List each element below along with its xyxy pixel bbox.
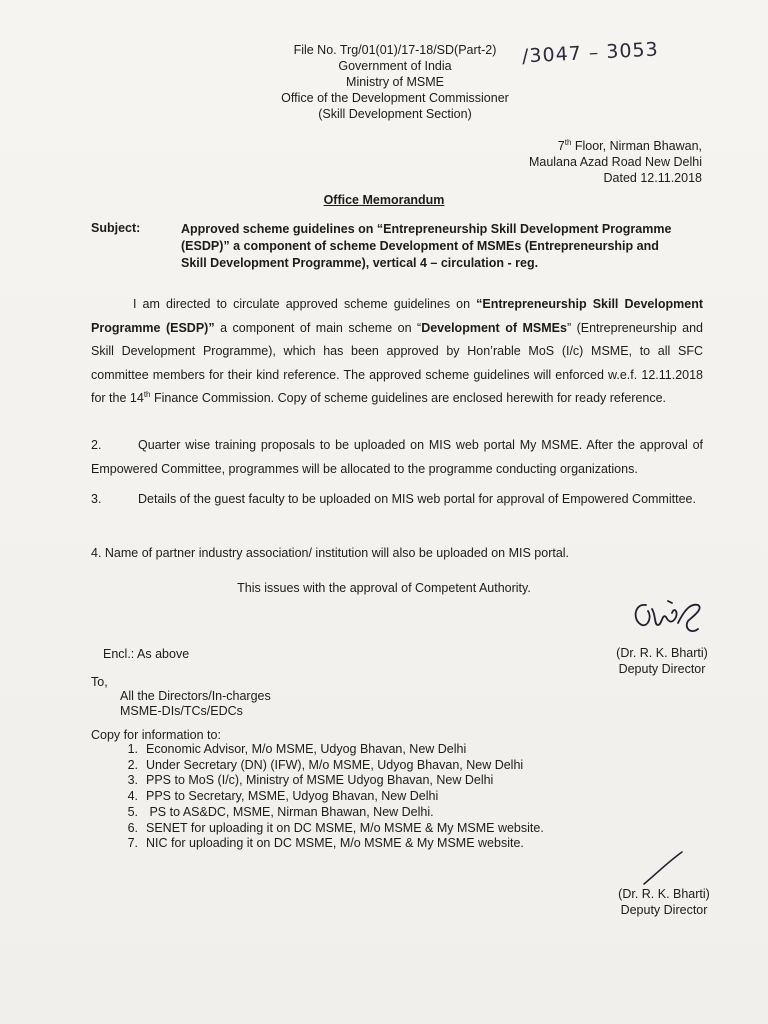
list-item: [114, 773, 544, 789]
para1-text-b: a component of main scheme on “: [214, 320, 422, 335]
para3-text: Details of the guest faculty to be uploaded on MIS web portal for approval of Empowered Committee.: [138, 492, 696, 506]
signatory-1-name: (Dr. R. K. Bharti): [616, 646, 708, 660]
list-item-number: 1.: [127, 742, 138, 756]
list-item-text: Under Secretary (DN) (IFW), M/o MSME, Udyog Bhavan, New Delhi: [146, 757, 524, 772]
list-item-number: 7.: [127, 836, 138, 851]
to-label: To,: [91, 675, 108, 689]
section-line: (Skill Development Section): [318, 107, 472, 121]
memo-title: Office Memorandum: [323, 193, 445, 207]
paragraph-1: [91, 293, 703, 411]
floor-suffix: th: [564, 138, 572, 147]
copy-label: Copy for information to:: [91, 728, 221, 742]
list-item-text: PPS to Secretary, MSME, Udyog Bhavan, New Delhi: [146, 789, 439, 804]
list-item: [114, 805, 544, 821]
list-item-text: PPS to MoS (I/c), Ministry of MSME Udyog Bhavan, New Delhi: [146, 773, 494, 788]
list-item: [114, 821, 544, 837]
paragraph-2: [91, 434, 703, 481]
para1-text-a: I am directed to circulate approved scheme guidelines on: [133, 297, 477, 311]
list-item-number: 6.: [127, 820, 138, 835]
to-line-2: MSME-DIs/TCs/EDCs: [120, 704, 243, 718]
letterhead: [250, 42, 540, 122]
para3-number: 3.: [91, 492, 102, 506]
signatory-1: [602, 645, 722, 677]
signature-image: [628, 595, 708, 641]
road-line: Maulana Azad Road New Delhi: [528, 155, 702, 170]
para1-bold-b: Development of MSMEs: [421, 320, 567, 335]
date-line: Dated 12.11.2018: [603, 171, 702, 186]
subject-text: [181, 221, 701, 272]
para1-text-c: ” (Entrepreneurship and Skill Development Programme), which has been approved by Hon’rable MoS (I/c) MSME, to all SFC committee members for their kind reference. The approved scheme guidelines will enforced w.e.f. 12.11.2018 for the 14: [91, 320, 703, 405]
list-item-number: 5.: [127, 804, 138, 819]
para2-number: 2.: [91, 438, 102, 452]
list-item-text: PS to AS&DC, MSME, Nirman Bhawan, New Delhi.: [146, 804, 434, 819]
list-item-number: 3.: [127, 773, 138, 788]
para2-text: Quarter wise training proposals to be uploaded on MIS web portal My MSME. After the approval of Empowered Committee, programmes will be allocated to the programme conducting organizations.: [91, 438, 703, 476]
file-number: File No. Trg/01(01)/17-18/SD(Part-2): [293, 43, 497, 57]
signatory-1-title: Deputy Director: [618, 662, 706, 676]
para1-bold-a: “Entrepreneurship Skill Development Programme (ESDP)”: [91, 297, 703, 335]
subject-line-1: Approved scheme guidelines on “Entrepreneurship Skill Development Programme: [181, 222, 672, 236]
list-item-text: NIC for uploading it on DC MSME, M/o MSME & My MSME website.: [146, 836, 524, 851]
list-item-number: 4.: [127, 789, 138, 804]
signatory-2: [604, 886, 724, 918]
subject-line-3: Skill Development Programme), vertical 4 – circulation - reg.: [181, 256, 539, 270]
paragraph-3: [91, 488, 703, 512]
para1-text-d: Finance Commission. Copy of scheme guidelines are enclosed herewith for ready reference.: [150, 391, 667, 405]
handwritten-dispatch-number: /3047 – 3053: [521, 38, 660, 68]
paragraph-4: 4. Name of partner industry association/ institution will also be uploaded on MIS portal.: [91, 546, 570, 560]
subject-label: Subject:: [91, 221, 141, 235]
to-line-1: All the Directors/In-charges: [120, 689, 271, 703]
list-item-text: Economic Advisor, M/o MSME, Udyog Bhavan, New Delhi: [146, 742, 467, 756]
para1-superscript: th: [143, 389, 151, 399]
list-item-number: 2.: [127, 757, 138, 772]
signatory-2-name: (Dr. R. K. Bharti): [618, 887, 710, 901]
signatory-2-title: Deputy Director: [620, 903, 708, 917]
list-item: [114, 789, 544, 805]
ministry-line: Ministry of MSME: [346, 75, 444, 89]
copy-list: [114, 742, 544, 852]
list-item-text: SENET for uploading it on DC MSME, M/o MSME & My MSME website.: [146, 820, 544, 835]
approval-statement: This issues with the approval of Competent Authority.: [237, 581, 531, 595]
list-item: [114, 836, 544, 852]
list-item: [114, 742, 544, 758]
floor-number: 7: [557, 139, 565, 154]
subject-line-2: (ESDP)” a component of scheme Development of MSMEs (Entrepreneurship and: [181, 239, 659, 253]
floor-text: Floor, Nirman Bhawan,: [571, 139, 702, 154]
list-item: [114, 758, 544, 774]
address-block: [529, 135, 702, 186]
initial-stroke: [640, 848, 686, 888]
office-line: Office of the Development Commissioner: [281, 91, 509, 105]
enclosure-note: Encl.: As above: [103, 647, 190, 661]
govt-line: Government of India: [338, 59, 452, 73]
